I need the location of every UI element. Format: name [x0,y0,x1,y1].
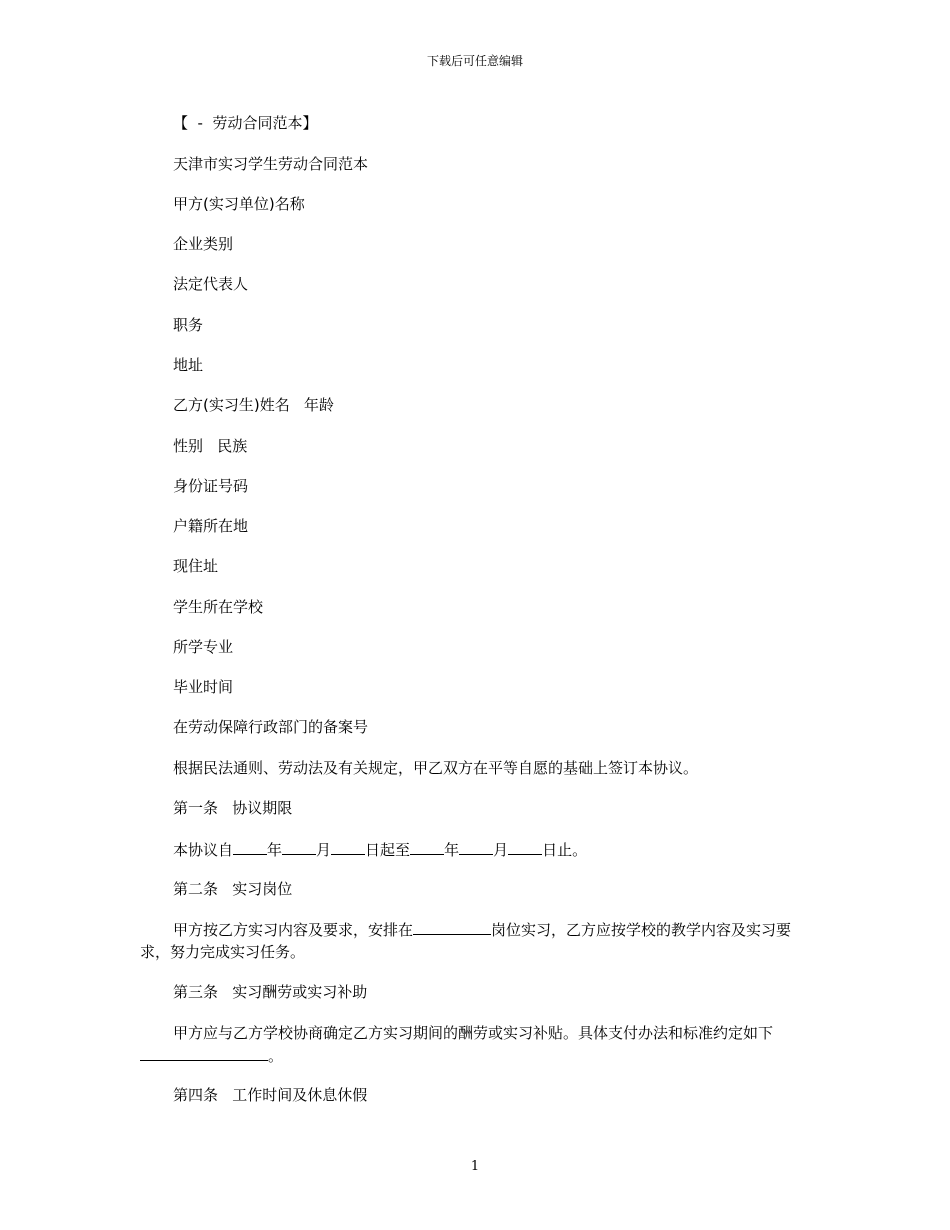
month-blank-2 [459,838,493,855]
gender-line: 性别 民族 [173,437,248,455]
party-a-line: 甲方(实习单位)名称 [173,195,305,213]
art1-text-7: 日止。 [542,841,588,859]
major-line: 所学专业 [173,638,234,656]
art1-text-6: 月 [493,841,509,859]
day-blank-1 [331,838,365,855]
doc-name-line: 天津市实习学生劳动合同范本 [173,155,369,173]
position-line: 职务 [173,316,204,334]
art3-text-before: 甲方应与乙方学校协商确定乙方实习期间的酬劳或实习补贴。具体支付办法和标准约定如下 [173,1024,774,1042]
address-line: 地址 [173,356,204,374]
art1-text-4: 日起至 [365,841,411,859]
id-number-line: 身份证号码 [173,477,249,495]
company-type-line: 企业类别 [173,235,234,253]
art1-text-3: 月 [316,841,332,859]
article-3-title: 第三条 实习酬劳或实习补助 [173,983,368,1001]
art3-text-after: 。 [268,1047,284,1065]
year-blank-2 [410,838,444,855]
month-blank-1 [282,838,316,855]
doc-title-line: 【 - 劳动合同范本】 [173,114,318,132]
article-1-title: 第一条 协议期限 [173,799,293,817]
year-blank-1 [233,838,267,855]
household-line: 户籍所在地 [173,517,249,535]
article-1-body [140,838,812,861]
party-b-line: 乙方(实习生)姓名 年龄 [173,396,335,414]
article-4-title: 第四条 工作时间及休息休假 [173,1086,368,1104]
payment-blank [140,1044,268,1061]
article-2-body [140,918,812,963]
art1-text-1: 本协议自 [173,841,234,859]
graduation-line: 毕业时间 [173,678,234,696]
school-line: 学生所在学校 [173,598,264,616]
current-address-line: 现住址 [173,557,219,575]
art2-text-before: 甲方按乙方实习内容及要求，安排在 [173,921,414,939]
page-header: 下载后可任意编辑 [426,54,523,68]
art1-text-5: 年 [444,841,460,859]
page-number: 1 [470,1159,480,1174]
art2-text-after: 岗位实习，乙方应按学校的教学内容及实习要求，努力完成实习任务。 [140,921,792,961]
post-blank [413,918,491,935]
day-blank-2 [508,838,542,855]
article-3-body [140,1022,812,1067]
article-2-title: 第二条 实习岗位 [173,880,293,898]
preamble-paragraph: 根据民法通则、劳动法及有关规定，甲乙双方在平等自愿的基础上签订本协议。 [173,759,699,777]
legal-rep-line: 法定代表人 [173,275,249,293]
art1-text-2: 年 [267,841,283,859]
filing-no-line: 在劳动保障行政部门的备案号 [173,718,369,736]
